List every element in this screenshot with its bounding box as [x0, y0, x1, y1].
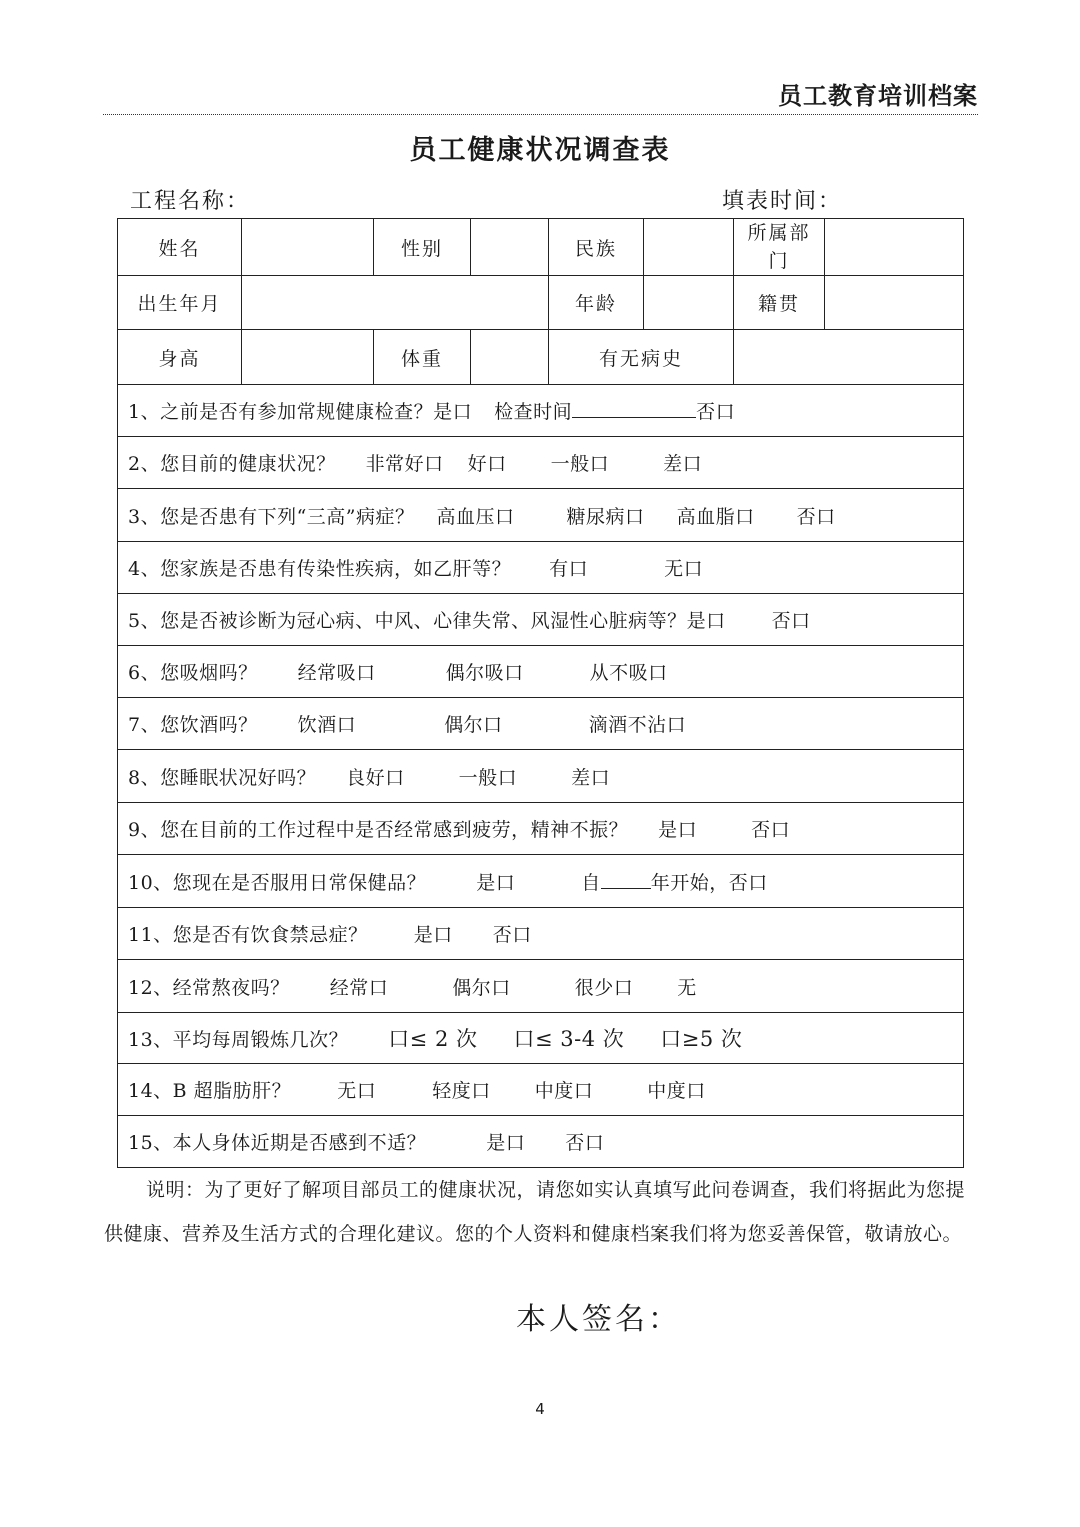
- question-text: 14、B 超脂肪肝？: [128, 1080, 292, 1102]
- native-place-field[interactable]: [825, 276, 964, 330]
- option-yes[interactable]: 是口: [476, 871, 516, 894]
- question-row: [118, 855, 964, 908]
- document-title: 员工健康状况调查表: [409, 135, 671, 166]
- name-field[interactable]: [242, 219, 374, 276]
- option-item[interactable]: 否口: [796, 505, 836, 528]
- option-item[interactable]: 是口: [658, 819, 698, 841]
- option-item[interactable]: 轻度口: [432, 1080, 491, 1102]
- question-row: [118, 489, 964, 542]
- option-item[interactable]: 否口: [492, 924, 532, 946]
- question-text: 9、您在目前的工作过程中是否经常感到疲劳，精神不振？: [128, 819, 629, 841]
- project-name-label: 工程名称：: [130, 189, 251, 214]
- option-item[interactable]: 滴酒不沾口: [588, 714, 687, 736]
- option-item[interactable]: 一般口: [550, 453, 610, 475]
- signature-label: 本人签名：: [516, 1302, 681, 1337]
- medical-history-field[interactable]: [734, 330, 964, 385]
- ethnicity-field[interactable]: [644, 219, 734, 276]
- option-item[interactable]: 有口: [549, 558, 589, 580]
- question-text: 12、经常熬夜吗？: [128, 976, 290, 999]
- option-item[interactable]: 好口: [467, 453, 507, 475]
- native-place-label: 籍贯: [734, 276, 825, 330]
- question-row: [118, 908, 964, 960]
- option-item[interactable]: 中度口: [647, 1080, 706, 1102]
- question-row: [118, 1064, 964, 1116]
- age-label: 年龄: [549, 276, 644, 330]
- question-text: 4、您家族是否患有传染性疾病，如乙肝等？: [128, 558, 512, 580]
- option-item[interactable]: 是口: [486, 1132, 526, 1154]
- question-row: [118, 1013, 964, 1064]
- question-row: [118, 646, 964, 698]
- question-row: [118, 1116, 964, 1168]
- question-text: 11、您是否有饮食禁忌症？: [128, 924, 368, 946]
- option-item[interactable]: 无口: [664, 558, 704, 580]
- option-item[interactable]: 高血脂口: [676, 505, 755, 528]
- question-text: 15、本人身体近期是否感到不适？: [128, 1132, 427, 1154]
- fill-date-label: 填表时间：: [722, 189, 843, 214]
- page-number: 4: [535, 1400, 545, 1418]
- question-text: 5、您是否被诊断为冠心病、中风、心律失常、风湿性心脏病等？是口: [128, 610, 726, 632]
- option-no[interactable]: 否口: [696, 401, 736, 423]
- question-text: 7、您饮酒吗？: [128, 714, 258, 736]
- gender-field[interactable]: [471, 219, 549, 276]
- question-row: [118, 594, 964, 646]
- option-item[interactable]: 饮酒口: [297, 714, 357, 736]
- question-text: 3、您是否患有下列“三高”病症？: [128, 505, 415, 528]
- gender-label: 性别: [374, 219, 471, 276]
- age-field[interactable]: [644, 276, 734, 330]
- question-text: 2、您目前的健康状况？: [128, 453, 336, 475]
- option-item[interactable]: 口≤ 2 次: [388, 1027, 478, 1051]
- height-label: 身高: [118, 330, 242, 385]
- option-item[interactable]: 非常好口: [365, 453, 444, 475]
- department-label: 所属部门: [734, 219, 825, 276]
- option-item[interactable]: 差口: [571, 766, 611, 789]
- option-item[interactable]: 高血压口: [436, 505, 515, 528]
- question-text: 8、您睡眠状况好吗？: [128, 766, 317, 789]
- option-item[interactable]: 中度口: [534, 1080, 594, 1102]
- height-field[interactable]: [242, 330, 374, 385]
- question-text: 10、您现在是否服用日常保健品？: [128, 871, 427, 894]
- option-item[interactable]: 无口: [337, 1080, 377, 1102]
- name-label: 姓名: [118, 219, 242, 276]
- option-item[interactable]: 偶尔口: [444, 714, 503, 736]
- option-item[interactable]: 口≥5 次: [660, 1027, 743, 1051]
- birth-date-label: 出生年月: [118, 276, 242, 330]
- question-text: 6、您吸烟吗？: [128, 662, 258, 684]
- survey-table: [117, 218, 964, 1168]
- option-item[interactable]: 偶尔口: [452, 976, 511, 999]
- ethnicity-label: 民族: [549, 219, 644, 276]
- option-item[interactable]: 差口: [663, 453, 703, 475]
- question-row: [118, 803, 964, 855]
- question-row: [118, 437, 964, 489]
- header-title: 员工教育培训档案: [778, 82, 978, 110]
- explanation-note: [104, 1168, 980, 1256]
- question-label: 检查时间: [494, 401, 573, 423]
- question-label: 自: [581, 871, 601, 894]
- option-item[interactable]: 口≤ 3-4 次: [513, 1027, 625, 1051]
- option-item[interactable]: 一般口: [458, 766, 518, 789]
- question-row: [118, 960, 964, 1013]
- option-item[interactable]: 是口: [413, 924, 453, 946]
- question-text: 13、平均每周锻炼几次？: [128, 1029, 349, 1051]
- question-text: 1、之前是否有参加常规健康检查？是口: [128, 401, 473, 423]
- question-row: [118, 750, 964, 803]
- option-item[interactable]: 很少口: [574, 976, 634, 999]
- header-divider: [103, 114, 978, 115]
- option-item[interactable]: 否口: [771, 610, 811, 632]
- option-item[interactable]: 无: [677, 976, 697, 999]
- option-item[interactable]: 经常口: [329, 976, 389, 999]
- start-year-blank[interactable]: [601, 869, 651, 889]
- question-row: [118, 385, 964, 437]
- option-item[interactable]: 偶尔吸口: [445, 662, 524, 684]
- option-no[interactable]: 年开始，否口: [650, 871, 768, 894]
- question-row: [118, 542, 964, 594]
- department-field[interactable]: [825, 219, 964, 276]
- option-item[interactable]: 从不吸口: [589, 662, 668, 684]
- option-item[interactable]: 经常吸口: [297, 662, 376, 684]
- birth-date-field[interactable]: [242, 276, 549, 330]
- weight-label: 体重: [374, 330, 471, 385]
- note-text: 说明：为了更好了解项目部员工的健康状况，请您如实认真填写此问卷调查，我们将据此为您提供健康、营养及生活方式的合理化建议。您的个人资料和健康档案我们将为您妥善保管，敬请放心。: [104, 1179, 966, 1245]
- medical-history-label: 有无病史: [549, 330, 734, 385]
- question-row: [118, 698, 964, 750]
- option-item[interactable]: 良好口: [346, 766, 405, 789]
- option-item[interactable]: 糖尿病口: [566, 505, 645, 528]
- option-item[interactable]: 否口: [751, 819, 791, 841]
- weight-field[interactable]: [471, 330, 549, 385]
- option-item[interactable]: 否口: [565, 1132, 605, 1154]
- check-date-blank[interactable]: [572, 398, 696, 418]
